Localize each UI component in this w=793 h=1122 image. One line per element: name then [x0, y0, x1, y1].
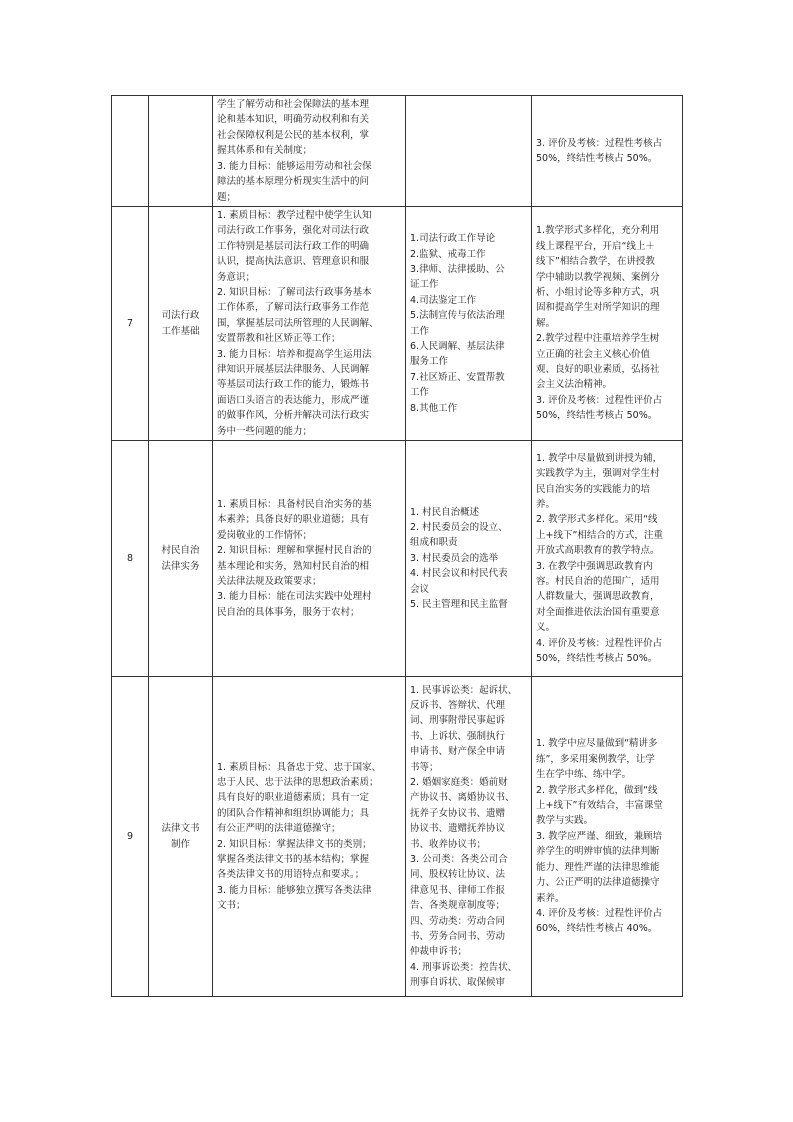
- course-name: [149, 96, 213, 207]
- text-line: 2. 村民委员会的设立、: [410, 522, 508, 534]
- text-line: 力、公正严明的法律道德操守: [536, 877, 660, 889]
- text-line: 4. 评价及考核：过程性评价占: [536, 637, 663, 649]
- text-line: 社会保障权利是公民的基本权利，掌: [217, 129, 370, 141]
- text-line: 析、小组讨论等多种方式，巩: [536, 287, 660, 299]
- text-line: 固和提高学生对所学知识的理: [536, 302, 660, 314]
- text-line: 的团队合作精神和组织协调能力；具: [217, 807, 370, 819]
- text-line: 基本理论和实务，熟知村民自治的相: [217, 560, 370, 572]
- text-line: 刑事自诉状、取保候审: [410, 977, 506, 989]
- text-line: 民自治的具体事务，服务于农村；: [217, 606, 360, 618]
- text-line: 3. 能力目标：能够独立撰写各类法律: [217, 884, 372, 896]
- text-line: 关法律法规及政策要求；: [217, 576, 322, 587]
- text-line: 1. 教学中应尽量做到“精讲多: [536, 738, 658, 750]
- text-line: 2.监狱、戒毒工作: [410, 248, 486, 260]
- table-row: [112, 441, 683, 677]
- text-line: 握其体系和有关制度；: [217, 145, 313, 157]
- text-line: 书、劳务合同书、劳动: [410, 931, 506, 943]
- text-line: 工作特别是基层司法行政工作的明确: [217, 240, 370, 252]
- course-goals: [213, 96, 406, 207]
- text-line: 申请书、财产保全申请: [410, 746, 506, 758]
- text-line: 务意识；: [217, 271, 256, 283]
- text-line: 工作体系，了解司法行政事务工作范: [217, 302, 370, 314]
- text-line: 1.司法行政工作导论: [410, 233, 496, 245]
- text-line: 6.人民调解、基层法律: [410, 340, 505, 352]
- text-line: 3. 评价及考核：过程性评价占: [536, 394, 663, 406]
- text-line: 4.司法鉴定工作: [410, 294, 477, 306]
- text-line: 素养。: [536, 892, 565, 904]
- course-table: [111, 95, 683, 997]
- text-line: 论和基本知识，明确劳动权利和有关: [217, 114, 370, 126]
- text-line: 组成和职责: [410, 537, 458, 549]
- course-goals: [213, 677, 406, 997]
- row-number: 8: [112, 441, 149, 677]
- text-line: 义。: [536, 622, 556, 634]
- text-line: 书等；: [410, 761, 439, 773]
- text-line: 3. 在教学中强调思政教育内: [536, 560, 653, 572]
- text-line: 证工作: [410, 279, 439, 291]
- text-line: 线上课程平台，开启“线上＋: [536, 240, 655, 252]
- text-line: 养学生的明辨审慎的法律判断: [536, 846, 660, 858]
- text-line: 抚养子女协议书、遗赠: [410, 807, 506, 819]
- text-line: 60%，终结性考核占 40%。: [536, 923, 658, 935]
- text-line: 的做事作风，分析并解决司法行政实: [217, 410, 370, 422]
- text-line: 工作: [410, 387, 430, 399]
- text-line: 3. 公司类：各类公司合: [410, 854, 508, 865]
- text-line: 司法行政工作事务，强化对司法行政: [217, 225, 370, 237]
- course-content: [406, 441, 532, 677]
- text-line: 8.其他工作: [410, 402, 458, 414]
- text-line: 有公正严明的法律道德操守；: [217, 823, 341, 835]
- text-line: 1. 素质目标：具备忠于党、忠于国家、: [217, 761, 382, 773]
- text-line: 解。: [536, 317, 556, 329]
- table-row: [112, 207, 683, 441]
- text-line: 1. 村民自治概述: [410, 506, 480, 518]
- text-line: 服务工作: [410, 356, 449, 368]
- text-line: 实践教学为主，强调对学生村: [536, 468, 660, 480]
- course-name: [149, 207, 213, 441]
- text-line: 2.教学过程中注重培养学生树: [536, 333, 660, 345]
- text-line: 本素养；具备良好的职业道德；具有: [217, 514, 370, 526]
- text-line: 面语口头语言的表达能力，形成严谨: [217, 394, 370, 406]
- course-name-line: 制作: [170, 838, 190, 850]
- text-line: 3. 村民委员会的选举: [410, 552, 499, 564]
- text-line: 四、劳动类：劳动合同: [410, 915, 506, 927]
- text-line: 3.律师、法律援助、公: [410, 263, 505, 275]
- text-line: 书、上诉状、强制执行: [410, 730, 506, 742]
- text-line: 民自治实务的实践能力的培: [536, 483, 651, 495]
- course-name: [149, 677, 213, 997]
- text-line: 2. 婚姻家庭类：婚前财: [410, 776, 508, 788]
- text-line: 练”，多采用案例教学，让学: [536, 753, 655, 765]
- text-line: 50%，终结性考核占 50%。: [536, 153, 658, 164]
- text-line: 各类法律文书的用语特点和要求。；: [217, 869, 365, 881]
- text-line: 5. 民主管理和民主监督: [410, 599, 508, 611]
- text-line: 2. 教学形式多样化，做到“线: [536, 784, 658, 796]
- text-line: 律知识开展基层法律服务、人民调解: [217, 364, 370, 376]
- text-line: 等基层司法行政工作的能力，锻炼书: [217, 379, 370, 391]
- text-line: 安置帮教和社区矫正等工作；: [217, 333, 341, 345]
- text-line: 开放式高职教育的教学特点。: [536, 545, 660, 557]
- teaching-requirements: [532, 441, 683, 677]
- text-line: 具有良好的职业道德素质；具有一定: [217, 792, 370, 804]
- text-line: 3. 能力目标：培养和提高学生运用法: [217, 348, 372, 360]
- text-line: 2. 知识目标：理解和掌握村民自治的: [217, 545, 372, 557]
- table-row: [112, 677, 683, 997]
- text-line: 对全面推进依法治国有重要意: [536, 606, 660, 618]
- text-line: 1. 民事诉讼类：起诉状、: [410, 684, 518, 696]
- text-line: 1.教学形式多样化，充分利用: [536, 225, 660, 237]
- text-line: 50%，终结性考核占 50%。: [536, 410, 658, 422]
- text-line: 务中一些问题的能力；: [217, 425, 313, 437]
- course-name-line: 司法行政: [161, 310, 200, 322]
- text-line: 4. 刑事诉讼类：控告状、: [410, 961, 518, 973]
- text-line: 题；: [217, 191, 237, 203]
- course-goals: [213, 441, 406, 677]
- row-number: [112, 96, 149, 207]
- text-line: 7.社区矫正、安置帮教: [410, 371, 505, 383]
- text-line: 上+线下”有效结合，丰富课堂: [536, 800, 663, 812]
- course-content: [406, 207, 532, 441]
- text-line: 工作: [410, 325, 430, 337]
- text-line: 认识，提高执法意识、管理意识和服: [217, 256, 370, 268]
- course-name-line: 法律文书: [161, 823, 200, 835]
- text-line: 学中辅助以教学视频、案例分: [536, 271, 660, 283]
- text-line: 爱岗敬业的工作情怀；: [217, 529, 313, 541]
- text-line: 产协议书、离婚协议书、: [410, 792, 515, 804]
- text-line: 容。村民自治的范围广，适用: [536, 576, 660, 587]
- text-line: 1. 素质目标：教学过程中使学生认知: [217, 210, 372, 221]
- text-line: 线下”相结合教学，在讲授教: [536, 256, 655, 268]
- text-line: 4. 评价及考核：过程性评价占: [536, 907, 663, 919]
- text-line: 文书；: [217, 900, 246, 912]
- text-line: 掌握各类法律文书的基本结构；掌握: [217, 854, 370, 865]
- course-name-line: 法律实务: [161, 560, 200, 572]
- course-name-line: 工作基础: [161, 325, 200, 337]
- text-line: 立正确的社会主义核心价值: [536, 348, 651, 360]
- text-line: 书、收养协议书；: [410, 838, 487, 850]
- text-line: 3. 能力目标：能在司法实践中处理村: [217, 591, 372, 603]
- text-line: 告、各类规章制度等；: [410, 900, 506, 912]
- text-line: 忠于人民、忠于法律的思想政治素质；: [217, 776, 379, 788]
- text-line: 1. 教学中尽量做到讲授为辅，: [536, 452, 663, 464]
- text-line: 2. 教学形式多样化。采用“线: [536, 514, 658, 526]
- text-line: 会主义法治精神。: [536, 379, 613, 391]
- text-line: 同、股权转让协议、法: [410, 869, 506, 881]
- teaching-requirements: [532, 96, 683, 207]
- text-line: 能力、理性严谨的法律思维能: [536, 861, 660, 873]
- text-line: 围，掌握基层司法所管理的人民调解、: [217, 317, 379, 329]
- text-line: 仲裁申诉书；: [410, 946, 468, 958]
- text-line: 障法的基本原理分析现实生活中的问: [217, 176, 370, 188]
- course-name: [149, 441, 213, 677]
- table-row: [112, 96, 683, 207]
- text-line: 2. 知识目标：了解司法行政事务基本: [217, 287, 372, 299]
- text-line: 律意见书、律师工作报: [410, 884, 506, 896]
- text-line: 会议: [410, 583, 430, 595]
- text-line: 生在学中练、练中学。: [536, 769, 632, 781]
- text-line: 反诉书、答辩状、代理: [410, 699, 506, 711]
- teaching-requirements: [532, 207, 683, 441]
- text-line: 协议书、遗赠抚养协议: [410, 823, 506, 835]
- text-line: 3. 能力目标：能够运用劳动和社会保: [217, 160, 372, 172]
- text-line: 3. 教学应严谨、细致，兼顾培: [536, 830, 663, 842]
- text-line: 4. 村民会议和村民代表: [410, 568, 508, 580]
- text-line: 学生了解劳动和社会保障法的基本理: [217, 99, 370, 111]
- text-line: 1. 素质目标：具备村民自治实务的基: [217, 498, 372, 510]
- text-line: 50%，终结性考核占 50%。: [536, 653, 658, 665]
- text-line: 教学与实践。: [536, 815, 594, 827]
- text-line: 观、良好的职业素质，弘扬社: [536, 364, 660, 376]
- text-line: 3. 评价及考核：过程性考核占: [536, 137, 663, 149]
- course-content: [406, 677, 532, 997]
- text-line: 5.法制宣传与依法治理: [410, 310, 505, 322]
- text-line: 词、刑事附带民事起诉: [410, 715, 506, 727]
- course-content: [406, 96, 532, 207]
- text-line: 人群数量大，强调思政教育，: [536, 591, 660, 603]
- text-line: 养。: [536, 498, 556, 510]
- course-name-line: 村民自治: [161, 545, 200, 557]
- row-number: 7: [112, 207, 149, 441]
- text-line: 2. 知识目标：掌握法律文书的类别；: [217, 838, 372, 850]
- course-goals: [213, 207, 406, 441]
- text-line: 上+线下”相结合的方式，注重: [536, 529, 663, 541]
- row-number: 9: [112, 677, 149, 997]
- teaching-requirements: [532, 677, 683, 997]
